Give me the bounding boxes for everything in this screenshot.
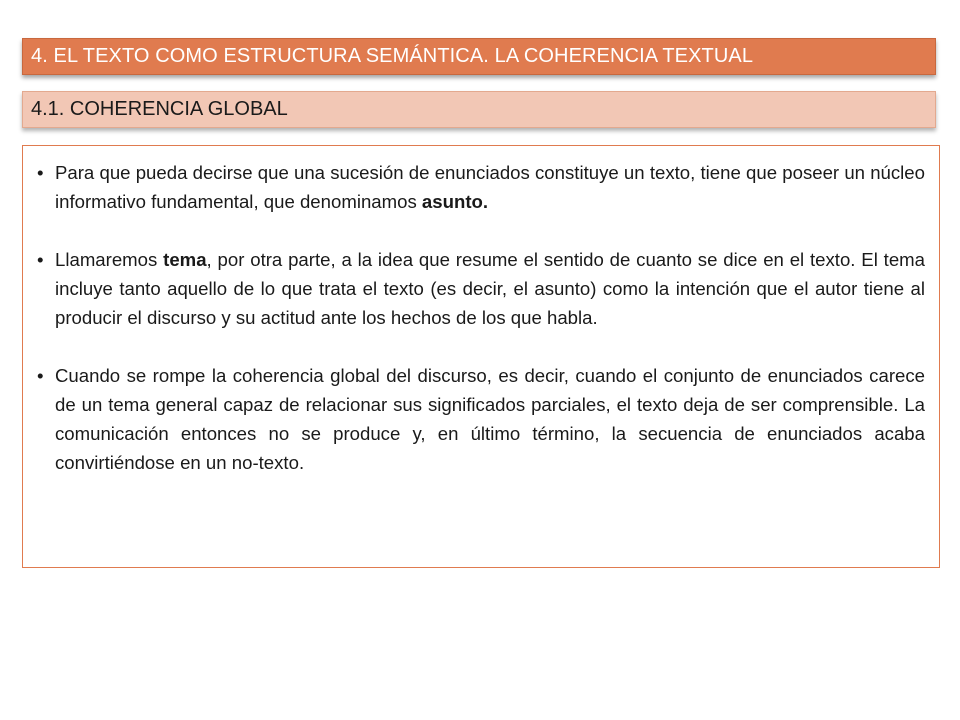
bullet-bold-term: asunto. (421, 191, 489, 212)
bullet-item-asunto (37, 158, 925, 216)
bullet-text: Cuando se rompe la coherencia global del discurso, es decir, cuando el conjunto de enunciados carece de un tema general capaz de relacionar sus significados parciales, el texto deja de ser comprensible. La comunicación entonces no se produce y, en último término, la secuencia de enunciados acaba convirtiéndose en un no-texto. (55, 365, 925, 473)
content-box (22, 145, 940, 568)
bullet-text: , por otra parte, a la idea que resume el sentido de cuanto se dice en el texto. El tema incluye tanto aquello de lo que trata el texto (es decir, el asunto) como la intención que el autor tiene al producir el discurso y su actitud ante los hechos de los que habla. (55, 249, 925, 328)
slide-title: 4. EL TEXTO COMO ESTRUCTURA SEMÁNTICA. LA COHERENCIA TEXTUAL (31, 45, 754, 67)
bullet-marker: • (37, 249, 44, 270)
bullet-bold-term: tema (163, 249, 207, 270)
bullet-text: Para que pueda decirse que una sucesión de enunciados constituye un texto, tiene que poseer un núcleo informativo fundamental, que denominamos (55, 162, 925, 212)
bullet-marker: • (37, 162, 44, 183)
slide-subtitle-bar (22, 91, 936, 128)
slide-title-bar (22, 38, 936, 75)
bullet-marker: • (37, 365, 44, 386)
slide-subtitle: 4.1. COHERENCIA GLOBAL (31, 98, 288, 120)
bullet-text: Llamaremos (55, 249, 164, 270)
bullet-item-coherencia (37, 361, 925, 477)
bullet-list (23, 146, 939, 477)
bullet-item-tema (37, 245, 925, 332)
